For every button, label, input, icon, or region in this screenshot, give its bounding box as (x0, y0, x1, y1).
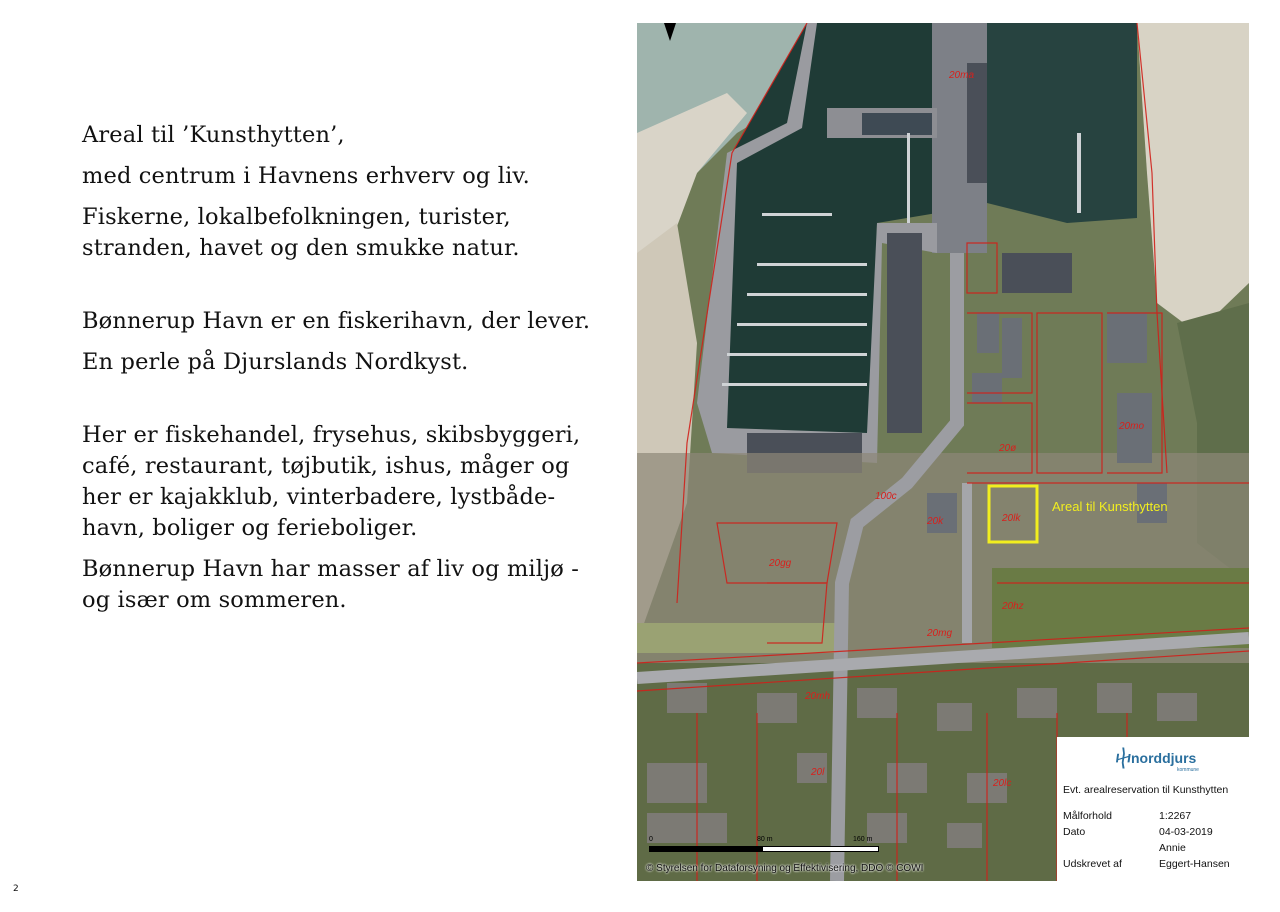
paragraph-facilities: Her er fiskehandel, frysehus, skibsbyggeri, café, restaurant, tøjbutik, ishus, måger og her er kajakklub, vinterbadere, lystbåde-havn, boliger og ferieboliger. (82, 422, 581, 541)
paragraph-perle: En perle på Djurslands Nordkyst. (82, 349, 469, 375)
scale-mid: 80 m (757, 836, 773, 843)
paragraph-centrum: med centrum i Havnens erhverv og liv. (82, 163, 530, 189)
paragraph-liv: Bønnerup Havn har masser af liv og miljø - og især om sommeren. (82, 556, 580, 613)
plot-label: 20ma (949, 70, 975, 81)
legend-label: Dato (1063, 826, 1086, 838)
map-legend (1057, 737, 1249, 881)
plot-label: 20lk (1002, 513, 1021, 524)
paragraph-title: Areal til ’Kunsthytten’, (82, 122, 345, 148)
plot-label: 20lc (993, 778, 1012, 789)
north-arrow-icon (664, 23, 676, 41)
plot-label: 20mo (1119, 421, 1145, 432)
legend-title: Evt. arealreservation til Kunsthytten (1063, 784, 1229, 796)
scale-zero: 0 (649, 836, 653, 843)
scale-end: 160 m (853, 836, 873, 843)
plot-label: 20hz (1002, 601, 1024, 612)
plot-label: 100c (875, 491, 897, 502)
plot-label: 20mh (805, 691, 831, 702)
norddjurs-logo (1115, 745, 1235, 773)
plot-label: 20l (811, 767, 825, 778)
map-credit: © Styrelsen for Dataforsyning og Effektivisering, DDO © COWI (646, 863, 924, 874)
paragraph-fiskerne: Fiskerne, lokalbefolkningen, turister, stranden, havet og den smukke natur. (82, 204, 520, 261)
legend-label: Målforhold (1063, 810, 1113, 822)
page-number: 2 (13, 884, 19, 894)
plot-label: 20ø (999, 443, 1017, 454)
legend-value: Annie (1159, 842, 1186, 854)
logo-sub: kommune (1177, 767, 1199, 773)
legend-label: Udskrevet af (1063, 858, 1122, 870)
scale-bar (649, 836, 877, 856)
paragraph-havn: Bønnerup Havn er en fiskerihavn, der lever. (82, 308, 591, 334)
text-column (82, 120, 602, 626)
plot-label: 20k (927, 516, 944, 527)
area-label: Areal til Kunsthytten (1052, 499, 1168, 514)
plot-label: 20mg (927, 628, 953, 639)
logo-name: norddjurs (1131, 750, 1197, 766)
legend-value: 1:2267 (1159, 810, 1192, 822)
legend-value: Eggert-Hansen (1159, 858, 1230, 870)
plot-label: 20gg (769, 558, 792, 569)
legend-value: 04-03-2019 (1159, 826, 1213, 838)
logo-icon: ⴕ (1115, 745, 1132, 769)
